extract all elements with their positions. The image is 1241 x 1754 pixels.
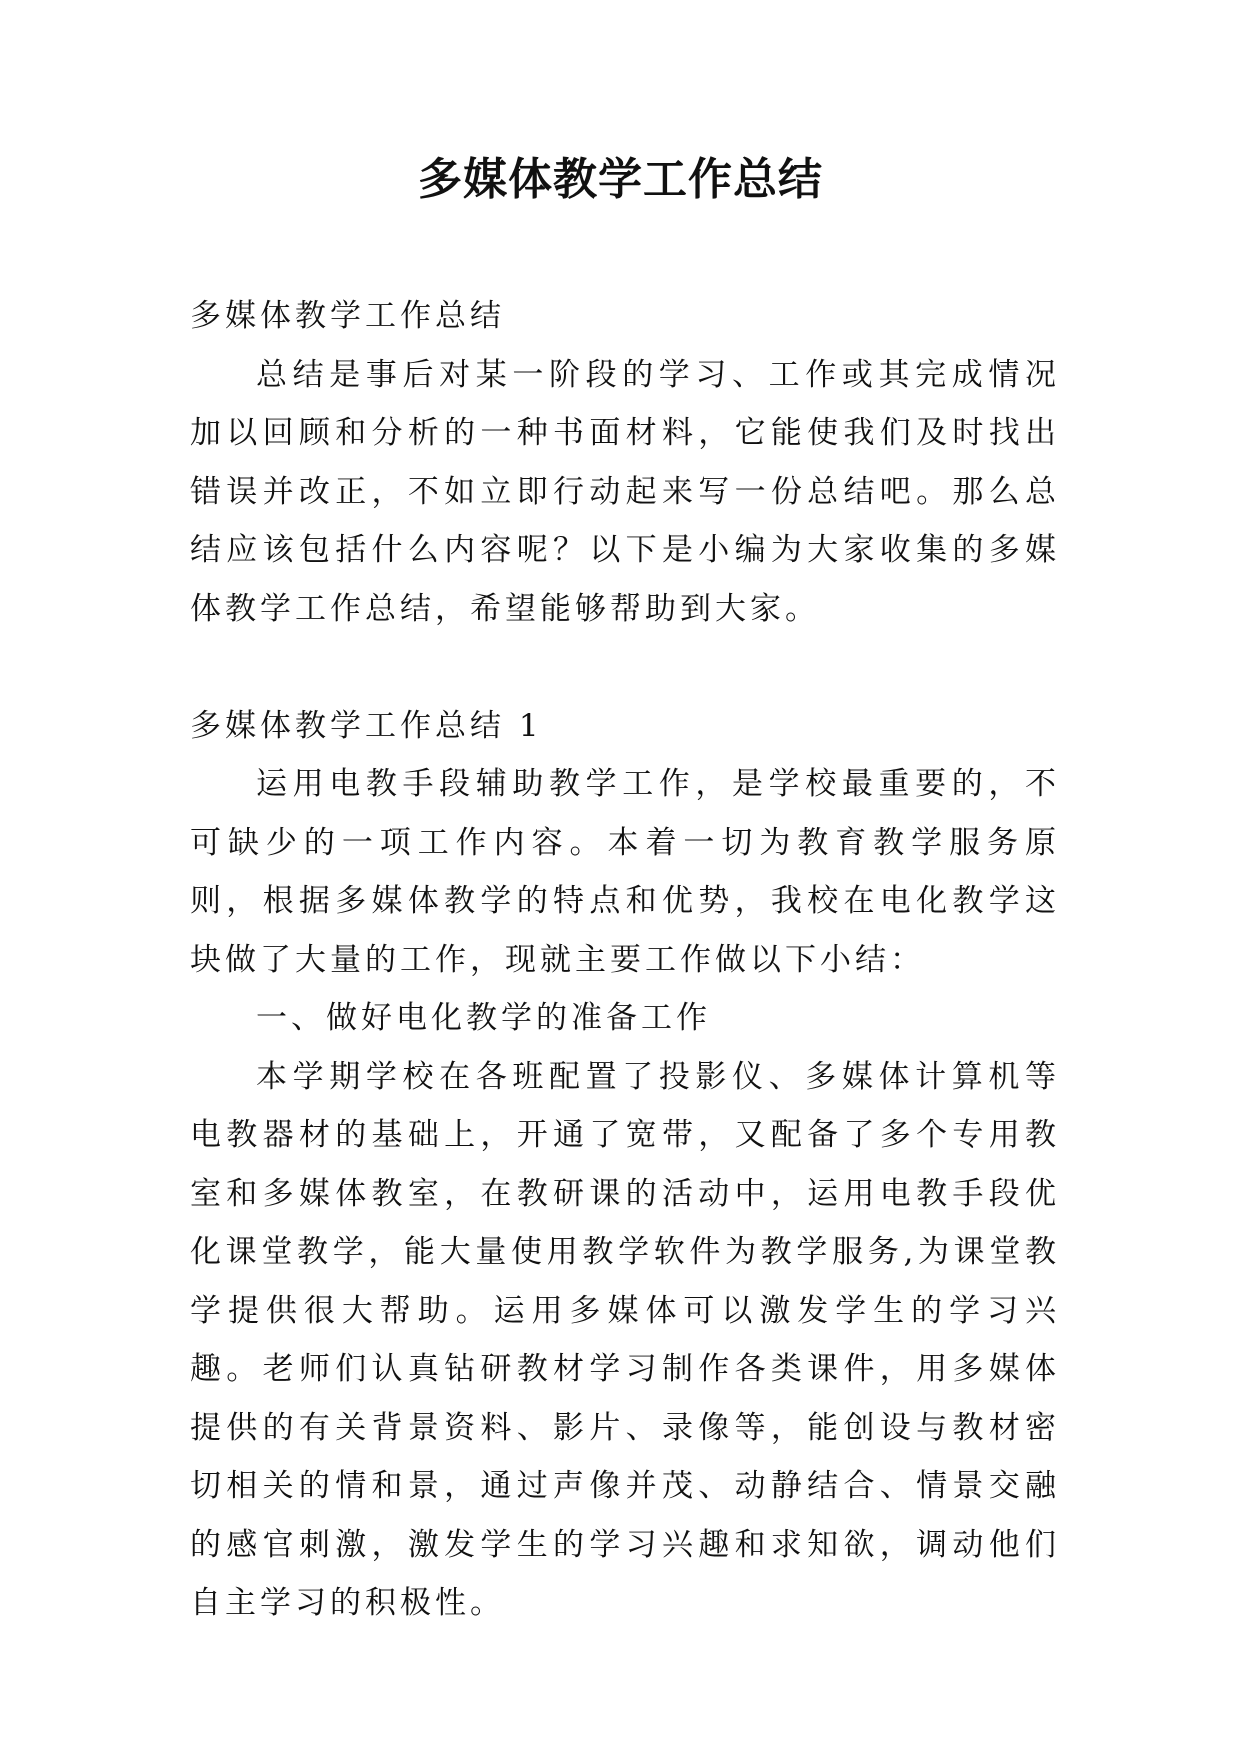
section-spacer [190, 638, 1060, 697]
section-1-paragraph-1: 运用电教手段辅助教学工作，是学校最重要的，不可缺少的一项工作内容。本着一切为教育教学服务原则，根据多媒体教学的特点和优势，我校在电化教学这块做了大量的工作，现就主要工作做以下小结： [190, 766, 1060, 978]
document-body [190, 287, 1060, 1633]
section-1-paragraph-2: 本学期学校在各班配置了投影仪、多媒体计算机等电教器材的基础上，开通了宽带，又配备了多个专用教室和多媒体教室，在教研课的活动中，运用电教手段优化课堂教学，能大量使用教学软件为教学服务,为课堂教学提供很大帮助。运用多媒体可以激发学生的学习兴趣。老师们认真钻研教材学习制作各类课件，用多媒体提供的有关背景资料、影片、录像等，能创设与教材密切相关的情和景，通过声像并茂、动静结合、情景交融的感官刺激，激发学生的学习兴趣和求知欲，调动他们自主学习的积极性。 [190, 1058, 1060, 1621]
section-1-heading: 多媒体教学工作总结 1 [190, 707, 543, 744]
document-title: 多媒体教学工作总结 [418, 154, 823, 205]
intro-heading: 多媒体教学工作总结 [190, 298, 505, 334]
section-1-subheading: 一、做好电化教学的准备工作 [256, 1000, 711, 1036]
intro-paragraph: 总结是事后对某一阶段的学习、工作或其完成情况加以回顾和分析的一种书面材料，它能使我们及时找出错误并改正，不如立即行动起来写一份总结吧。那么总结应该包括什么内容呢？以下是小编为大家收集的多媒体教学工作总结，希望能够帮助到大家。 [190, 356, 1060, 627]
